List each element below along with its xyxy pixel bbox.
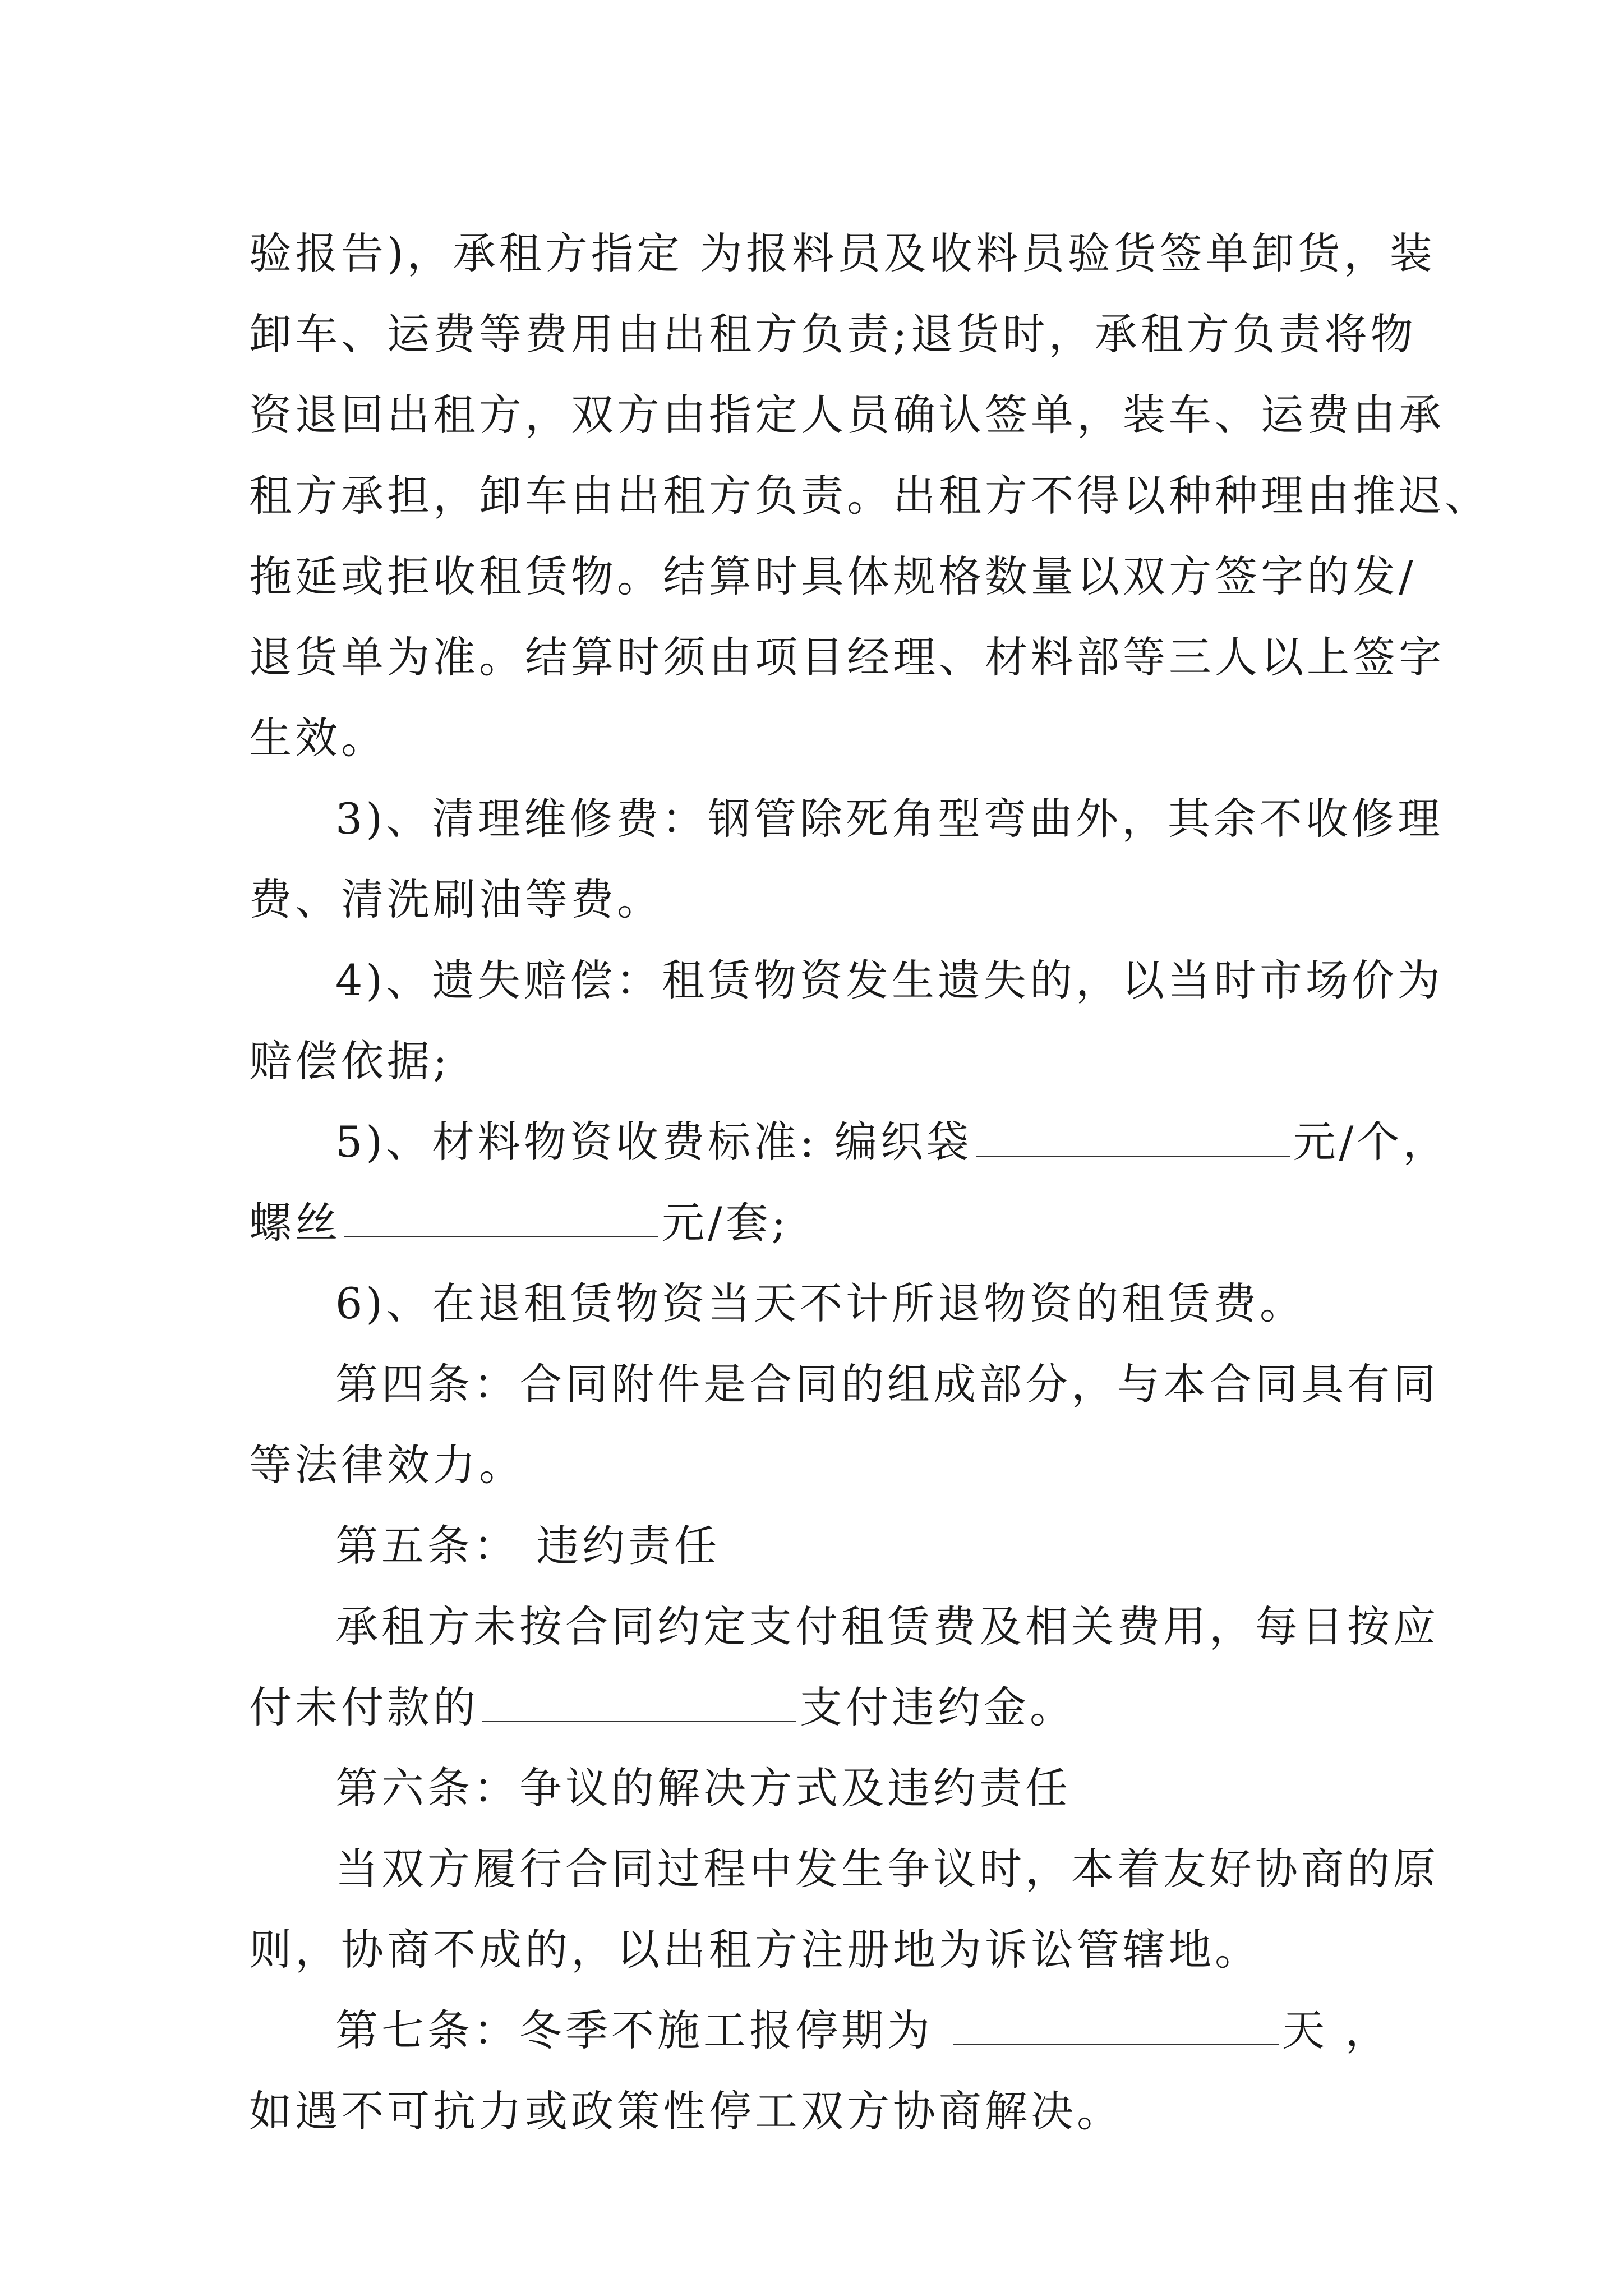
item-5-line-2 [249,1182,1382,1263]
item-4-line: 4)、遗失赔偿：租赁物资发生遗失的，以当时市场价为 [335,955,1444,1005]
winter-stop-unit: 天 ， [1282,2005,1391,2055]
text-line: 租方承担，卸车由出租方负责。出租方不得以种种理由推迟、 [249,471,1491,521]
penalty-rate-blank[interactable] [482,1682,796,1722]
winter-stop-days-blank[interactable] [953,2005,1279,2045]
article-5-line-2 [249,1667,1382,1748]
item-5-line [249,1102,1449,1182]
fee-unit-screw: 元/套; [662,1198,790,1248]
text-line: 拖延或拒收租赁物。结算时具体规格数量以双方签字的发/ [249,551,1417,601]
text-line: 生效。 [249,713,387,763]
fee-label-screw: 螺丝 [249,1198,341,1248]
text-line: 费、清洗刷油等费。 [249,875,663,924]
text-line: 赔偿依据; [249,1036,451,1086]
winter-stop-label: 第七条：冬季不施工报停期为 [335,2005,951,2055]
article-4-line-2: 等法律效力。 [249,1440,525,1490]
fee-label-bag: 5)、材料物资收费标准: 编织袋 [335,1117,972,1167]
item-6-line: 6)、在退租赁物资当天不计所退物资的租赁费。 [335,1278,1306,1328]
bag-price-blank[interactable] [976,1116,1290,1157]
penalty-label: 付未付款的 [249,1682,479,1732]
article-7-line-2: 如遇不可抗力或政策性停工双方协商解决。 [249,2086,1123,2136]
text-line: 验报告)，承租方指定 为报料员及收料员验货签单卸货，装 [249,228,1436,278]
penalty-suffix: 支付违约金。 [800,1682,1076,1732]
text-line: 资退回出租方，双方由指定人员确认签单，装车、运费由承 [249,390,1445,440]
text-line: 卸车、运费等费用由出租方负责;退货时，承租方负责将物 [249,309,1417,359]
screw-price-blank[interactable] [344,1197,658,1237]
article-6-line-2: 则，协商不成的，以出租方注册地为诉讼管辖地。 [249,1925,1261,1975]
article-5-line: 承租方未按合同约定支付租赁费及相关费用，每日按应 [335,1602,1439,1651]
article-4-line: 第四条：合同附件是合同的组成部分，与本合同具有同 [335,1359,1439,1409]
fee-unit-bag: 元/个， [1293,1117,1449,1167]
article-7-line [249,1990,1391,2071]
article-5-title: 第五条： 违约责任 [335,1521,721,1571]
item-3-line: 3)、清理维修费：钢管除死角型弯曲外，其余不收修理 [335,794,1444,844]
contract-page [249,213,1491,2152]
article-6-title: 第六条：争议的解决方式及违约责任 [335,1763,1071,1813]
text-line: 退货单为准。结算时须由项目经理、材料部等三人以上签字 [249,632,1445,682]
article-6-line: 当双方履行合同过程中发生争议时，本着友好协商的原 [335,1844,1439,1894]
